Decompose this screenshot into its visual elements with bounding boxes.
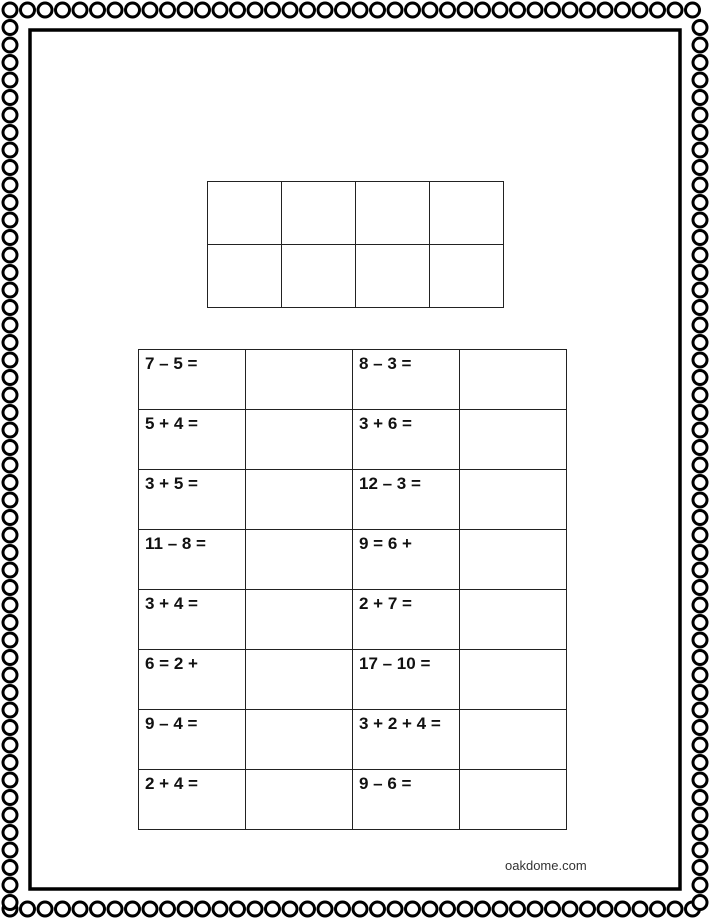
border-ring (3, 546, 17, 560)
problem-row (139, 710, 567, 770)
border-ring (21, 902, 35, 916)
border-ring (73, 3, 87, 17)
border-ring (3, 616, 17, 630)
border-ring (693, 371, 707, 385)
border-ring (458, 3, 472, 17)
answer-box[interactable] (460, 470, 567, 530)
problem-text: 2 + 7 = (353, 590, 460, 650)
border-ring (3, 388, 17, 402)
border-ring (196, 3, 210, 17)
border-ring (693, 213, 707, 227)
border-ring (3, 721, 17, 735)
problem-text: 3 + 6 = (353, 410, 460, 470)
ten-frame-cell (356, 182, 430, 245)
border-ring (3, 3, 17, 17)
border-ring (693, 843, 707, 857)
border-ring (3, 791, 17, 805)
border-ring (3, 493, 17, 507)
border-ring (371, 3, 385, 17)
answer-box[interactable] (246, 710, 353, 770)
border-ring (3, 91, 17, 105)
ten-frame-cell (282, 182, 356, 245)
border-ring (248, 3, 262, 17)
border-ring (126, 902, 140, 916)
problem-text: 11 – 8 = (139, 530, 246, 590)
problem-row (139, 410, 567, 470)
border-ring (161, 3, 175, 17)
problem-row (139, 530, 567, 590)
border-ring (3, 668, 17, 682)
answer-box[interactable] (246, 470, 353, 530)
answer-box[interactable] (460, 650, 567, 710)
border-ring (3, 651, 17, 665)
problem-text: 12 – 3 = (353, 470, 460, 530)
border-ring (441, 3, 455, 17)
border-ring (21, 3, 35, 17)
border-ring (511, 902, 525, 916)
border-ring (3, 458, 17, 472)
border-ring (3, 266, 17, 280)
border-ring (3, 371, 17, 385)
border-ring (546, 902, 560, 916)
ten-frame-row (208, 245, 504, 308)
border-ring (3, 703, 17, 717)
border-ring (3, 511, 17, 525)
problem-text: 3 + 5 = (139, 470, 246, 530)
border-ring (3, 476, 17, 490)
answer-box[interactable] (460, 350, 567, 410)
border-ring (3, 38, 17, 52)
border-ring (406, 902, 420, 916)
border-ring (143, 902, 157, 916)
border-ring (693, 896, 707, 910)
answer-box[interactable] (246, 590, 353, 650)
border-ring (686, 3, 700, 17)
border-ring (318, 3, 332, 17)
border-ring (693, 791, 707, 805)
site-credit: oakdome.com (505, 858, 587, 873)
border-ring (3, 581, 17, 595)
answer-box[interactable] (460, 770, 567, 830)
border-ring (73, 902, 87, 916)
problem-text: 3 + 2 + 4 = (353, 710, 460, 770)
border-ring (283, 3, 297, 17)
problem-text: 3 + 4 = (139, 590, 246, 650)
border-ring (301, 3, 315, 17)
ten-frame-cell (430, 245, 504, 308)
border-ring (563, 902, 577, 916)
border-ring (196, 902, 210, 916)
border-ring (563, 3, 577, 17)
border-ring (693, 353, 707, 367)
ten-frame (207, 181, 504, 308)
answer-box[interactable] (246, 350, 353, 410)
border-ring (616, 902, 630, 916)
border-ring (693, 878, 707, 892)
border-ring (3, 318, 17, 332)
border-ring (3, 56, 17, 70)
answer-box[interactable] (460, 590, 567, 650)
answer-box[interactable] (460, 710, 567, 770)
border-ring (3, 896, 17, 910)
answer-box[interactable] (246, 410, 353, 470)
border-ring (231, 3, 245, 17)
border-ring (3, 686, 17, 700)
border-ring (318, 902, 332, 916)
border-ring (3, 336, 17, 350)
border-ring (3, 756, 17, 770)
border-ring (693, 248, 707, 262)
border-ring (3, 108, 17, 122)
border-ring (3, 563, 17, 577)
border-ring (126, 3, 140, 17)
border-ring (668, 3, 682, 17)
border-ring (546, 3, 560, 17)
border-ring (598, 3, 612, 17)
problem-text: 6 = 2 + (139, 650, 246, 710)
border-ring (693, 336, 707, 350)
border-ring (388, 902, 402, 916)
ten-frame-cell (208, 182, 282, 245)
border-ring (693, 266, 707, 280)
ten-frame-row (208, 182, 504, 245)
border-ring (616, 3, 630, 17)
border-ring (56, 902, 70, 916)
border-ring (91, 3, 105, 17)
border-ring (511, 3, 525, 17)
border-ring (693, 441, 707, 455)
border-ring (3, 231, 17, 245)
border-ring (458, 902, 472, 916)
border-ring (693, 143, 707, 157)
border-ring (693, 581, 707, 595)
border-ring (38, 902, 52, 916)
border-ring (581, 3, 595, 17)
border-ring (3, 301, 17, 315)
border-ring (38, 3, 52, 17)
border-ring (693, 126, 707, 140)
border-ring (581, 902, 595, 916)
border-ring (406, 3, 420, 17)
problem-text: 9 – 4 = (139, 710, 246, 770)
border-ring (3, 196, 17, 210)
problem-text: 5 + 4 = (139, 410, 246, 470)
border-ring (161, 902, 175, 916)
border-ring (423, 3, 437, 17)
border-ring (693, 861, 707, 875)
border-ring (693, 38, 707, 52)
border-ring (178, 3, 192, 17)
border-ring (3, 843, 17, 857)
border-ring (693, 773, 707, 787)
border-ring (693, 231, 707, 245)
border-ring (388, 3, 402, 17)
border-ring (336, 902, 350, 916)
border-ring (693, 301, 707, 315)
border-ring (693, 406, 707, 420)
border-ring (476, 902, 490, 916)
border-ring (693, 283, 707, 297)
problems-table (138, 349, 567, 830)
border-ring (693, 598, 707, 612)
border-ring (528, 3, 542, 17)
border-ring (693, 423, 707, 437)
border-ring (336, 3, 350, 17)
problem-text: 9 – 6 = (353, 770, 460, 830)
border-ring (693, 108, 707, 122)
ten-frame-cell (282, 245, 356, 308)
border-ring (633, 3, 647, 17)
border-ring (693, 563, 707, 577)
border-ring (3, 213, 17, 227)
border-ring (231, 902, 245, 916)
problem-text: 17 – 10 = (353, 650, 460, 710)
border-ring (3, 126, 17, 140)
answer-box[interactable] (246, 530, 353, 590)
border-ring (3, 21, 17, 35)
problem-row (139, 470, 567, 530)
border-ring (693, 458, 707, 472)
border-ring (693, 721, 707, 735)
problem-text: 7 – 5 = (139, 350, 246, 410)
border-ring (668, 902, 682, 916)
border-ring (693, 808, 707, 822)
border-ring (3, 808, 17, 822)
border-ring (3, 528, 17, 542)
border-ring (248, 902, 262, 916)
border-ring (693, 318, 707, 332)
border-ring (693, 388, 707, 402)
border-ring (493, 3, 507, 17)
border-ring (693, 493, 707, 507)
border-ring (693, 633, 707, 647)
border-ring (213, 902, 227, 916)
border-ring (693, 91, 707, 105)
problem-row (139, 770, 567, 830)
border-ring (3, 878, 17, 892)
border-ring (693, 73, 707, 87)
border-ring (3, 73, 17, 87)
border-ring (693, 686, 707, 700)
border-ring (3, 423, 17, 437)
border-ring (3, 248, 17, 262)
border-ring (693, 651, 707, 665)
border-ring (693, 703, 707, 717)
border-ring (476, 3, 490, 17)
answer-box[interactable] (246, 650, 353, 710)
border-ring (301, 902, 315, 916)
border-ring (3, 826, 17, 840)
border-ring (3, 773, 17, 787)
answer-box[interactable] (460, 530, 567, 590)
border-ring (651, 902, 665, 916)
border-ring (353, 3, 367, 17)
border-ring (693, 161, 707, 175)
border-ring (3, 143, 17, 157)
border-ring (693, 756, 707, 770)
border-ring (693, 476, 707, 490)
ten-frame-cell (356, 245, 430, 308)
border-ring (143, 3, 157, 17)
problem-text: 2 + 4 = (139, 770, 246, 830)
problem-text: 8 – 3 = (353, 350, 460, 410)
border-ring (3, 441, 17, 455)
border-ring (693, 668, 707, 682)
border-ring (693, 511, 707, 525)
border-ring (266, 902, 280, 916)
border-ring (3, 598, 17, 612)
border-ring (651, 3, 665, 17)
border-ring (528, 902, 542, 916)
border-ring (633, 902, 647, 916)
border-ring (91, 902, 105, 916)
border-ring (353, 902, 367, 916)
border-ring (3, 178, 17, 192)
problem-row (139, 590, 567, 650)
border-ring (213, 3, 227, 17)
ten-frame-cell (430, 182, 504, 245)
border-ring (693, 738, 707, 752)
answer-box[interactable] (460, 410, 567, 470)
border-ring (693, 21, 707, 35)
border-ring (3, 861, 17, 875)
border-ring (423, 902, 437, 916)
border-ring (108, 902, 122, 916)
border-ring (266, 3, 280, 17)
border-ring (3, 353, 17, 367)
border-ring (598, 902, 612, 916)
problem-row (139, 650, 567, 710)
border-ring (3, 633, 17, 647)
border-ring (3, 738, 17, 752)
border-ring (693, 56, 707, 70)
border-ring (3, 161, 17, 175)
border-ring (3, 283, 17, 297)
ten-frame-cell (208, 245, 282, 308)
border-ring (693, 196, 707, 210)
border-ring (178, 902, 192, 916)
border-ring (108, 3, 122, 17)
border-ring (3, 406, 17, 420)
border-ring (441, 902, 455, 916)
border-ring (371, 902, 385, 916)
border-ring (693, 178, 707, 192)
border-ring (693, 528, 707, 542)
problem-text: 9 = 6 + (353, 530, 460, 590)
border-ring (693, 616, 707, 630)
problem-row (139, 350, 567, 410)
border-ring (283, 902, 297, 916)
border-ring (56, 3, 70, 17)
border-ring (693, 826, 707, 840)
answer-box[interactable] (246, 770, 353, 830)
border-ring (693, 546, 707, 560)
border-ring (493, 902, 507, 916)
